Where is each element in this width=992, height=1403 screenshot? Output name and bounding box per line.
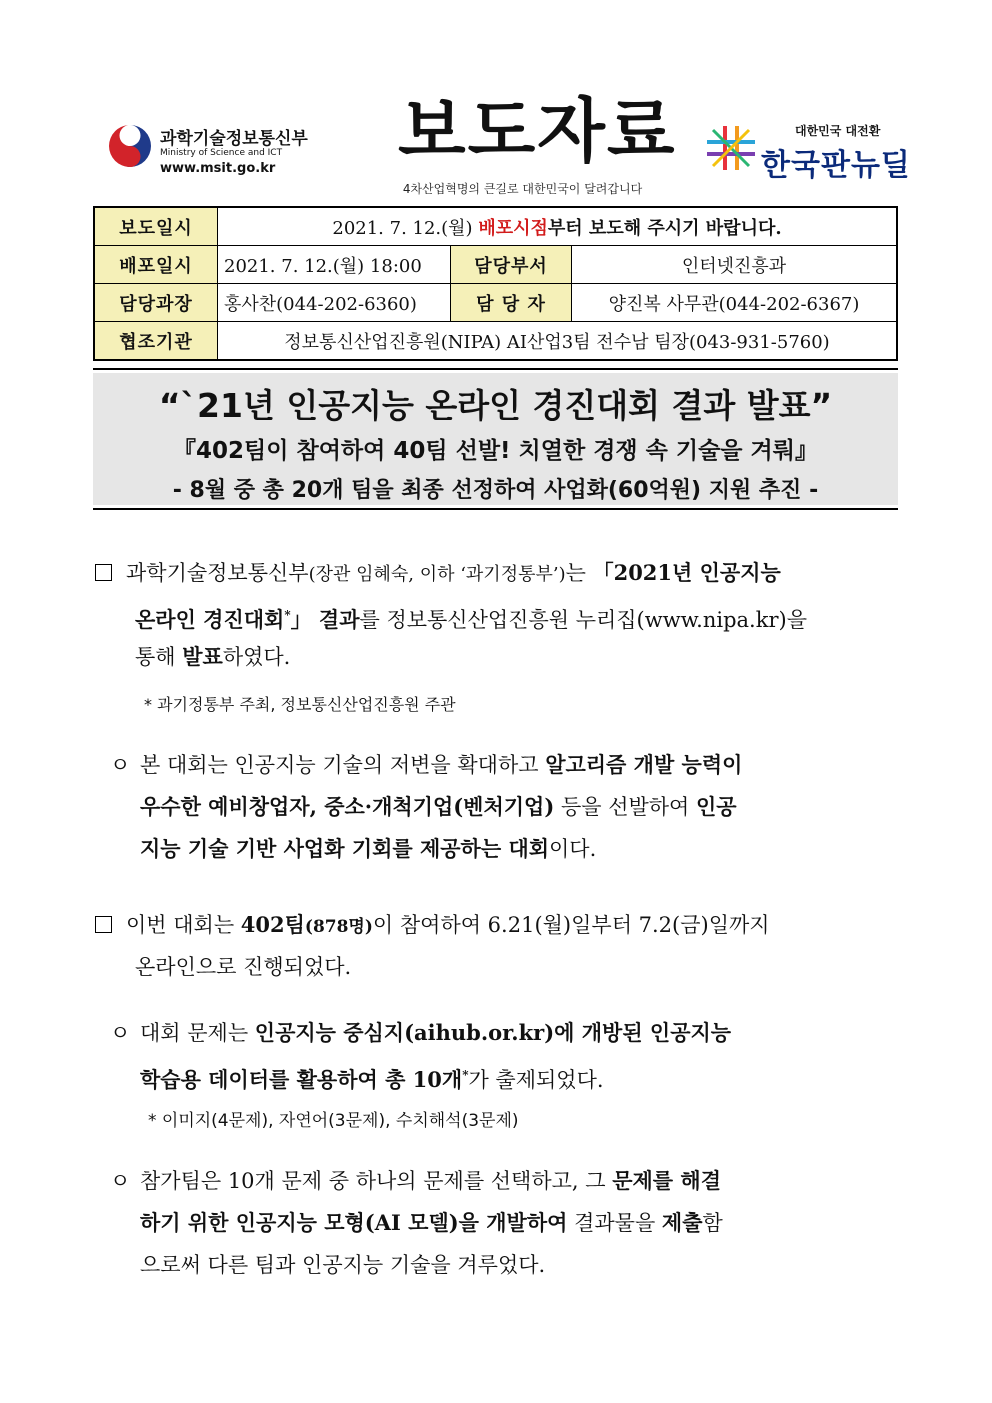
headline-title: “`21년 인공지능 온라인 경진대회 결과 발표” xyxy=(158,386,833,425)
footnote-problem-types: * 이미지(4문제), 자연어(3문제), 수치해석(3문제) xyxy=(148,1111,519,1131)
circle-bullet: ㅇ xyxy=(110,1021,131,1045)
square-bullet-icon xyxy=(95,564,112,581)
label-release-time: 보도일시 xyxy=(94,207,218,246)
circle-bullet: ㅇ xyxy=(110,1169,131,1193)
paragraph-competition-purpose: ㅇ 본 대회는 인공지능 기술의 저변을 확대하고 알고리즘 개발 능력이 우수한 예비창업자, 중소·개척기업(벤처기업) 등을 선발하여 인공 지능 기술 기반 사업화 기회를 제공하는 대회이다. xyxy=(110,744,900,870)
square-bullet-icon xyxy=(95,916,112,933)
distribution-time-value: 2021. 7. 12.(월) 18:00 xyxy=(218,246,451,284)
label-cooperation: 협조기관 xyxy=(94,322,218,361)
slogan: 4차산업혁명의 큰길로 대한민국이 달려갑니다 xyxy=(402,182,643,196)
label-distribution-time: 배포일시 xyxy=(94,246,218,284)
ministry-url: www.msit.go.kr xyxy=(160,161,276,176)
director-value: 홍사찬(044-202-6360) xyxy=(218,284,451,322)
newdeal-logo xyxy=(705,120,911,183)
label-director: 담당과장 xyxy=(94,284,218,322)
cooperation-value: 정보통신산업진흥원(NIPA) AI산업3팀 전수남 팀장(043-931-5760) xyxy=(218,322,898,361)
newdeal-tagline: 대한민국 대전환 xyxy=(795,124,881,138)
paragraph-announcement: 과학기술정보통신부(장관 임혜숙, 이하 ‘과기정통부’)는 「2021년 인공지능 온라인 경진대회*」 결과를 정보통신산업진흥원 누리집(www.nipa.kr)을 통해 발표하였다. xyxy=(95,552,900,678)
table-row xyxy=(94,322,897,361)
headline-box xyxy=(93,368,898,510)
paragraph-problems: ㅇ 대회 문제는 인공지능 중심지(aihub.or.kr)에 개방된 인공지능 학습용 데이터를 활용하여 총 10개*가 출제되었다. xyxy=(110,1012,900,1096)
release-info-table xyxy=(93,206,898,361)
newdeal-name: 한국판뉴딜 xyxy=(761,148,911,183)
contact-value: 양진복 사무관(044-202-6367) xyxy=(572,284,898,322)
ministry-english-name: Ministry of Science and ICT xyxy=(160,148,283,158)
headline-subtitle-2: - 8월 중 총 20개 팀을 최종 선정하여 사업화(60억원) 지원 추진 - xyxy=(172,478,819,503)
press-header xyxy=(0,0,992,200)
release-time-value xyxy=(218,207,898,246)
paragraph-participation: 이번 대회는 402팀(878명)이 참여하여 6.21(월)일부터 7.2(금)일까지 온라인으로 진행되었다. xyxy=(95,904,900,988)
taegeuk-emblem-icon xyxy=(108,124,152,168)
table-row xyxy=(94,284,897,322)
headline-subtitle: 『402팀이 참여하여 40팀 선발! 치열한 경쟁 속 기술을 겨뤄』 xyxy=(173,438,818,464)
label-department: 담당부서 xyxy=(451,246,572,284)
table-row xyxy=(94,207,897,246)
newdeal-burst-icon xyxy=(705,122,757,174)
circle-bullet: ㅇ xyxy=(110,753,131,777)
ministry-name: 과학기술정보통신부 xyxy=(160,129,308,149)
distribution-highlight: 배포시점 xyxy=(478,217,548,239)
paragraph-team-competition: ㅇ 참가팀은 10개 문제 중 하나의 문제를 선택하고, 그 문제를 해결 하기 위한 인공지능 모형(AI 모델)을 개발하여 결과물을 제출함 으로써 다른 팀과 인공지능 기술을 겨루었다. xyxy=(110,1160,900,1286)
label-contact: 담 당 자 xyxy=(451,284,572,322)
ministry-logo xyxy=(108,120,328,180)
table-row xyxy=(94,246,897,284)
release-note: 부터 보도해 주시기 바랍니다. xyxy=(547,217,782,239)
department-value: 인터넷진흥과 xyxy=(572,246,898,284)
footnote-host: * 과기정통부 주최, 정보통신산업진흥원 주관 xyxy=(144,695,456,714)
release-date: 2021. 7. 12.(월) xyxy=(332,217,473,239)
press-release-title: 보도자료 xyxy=(398,90,677,172)
